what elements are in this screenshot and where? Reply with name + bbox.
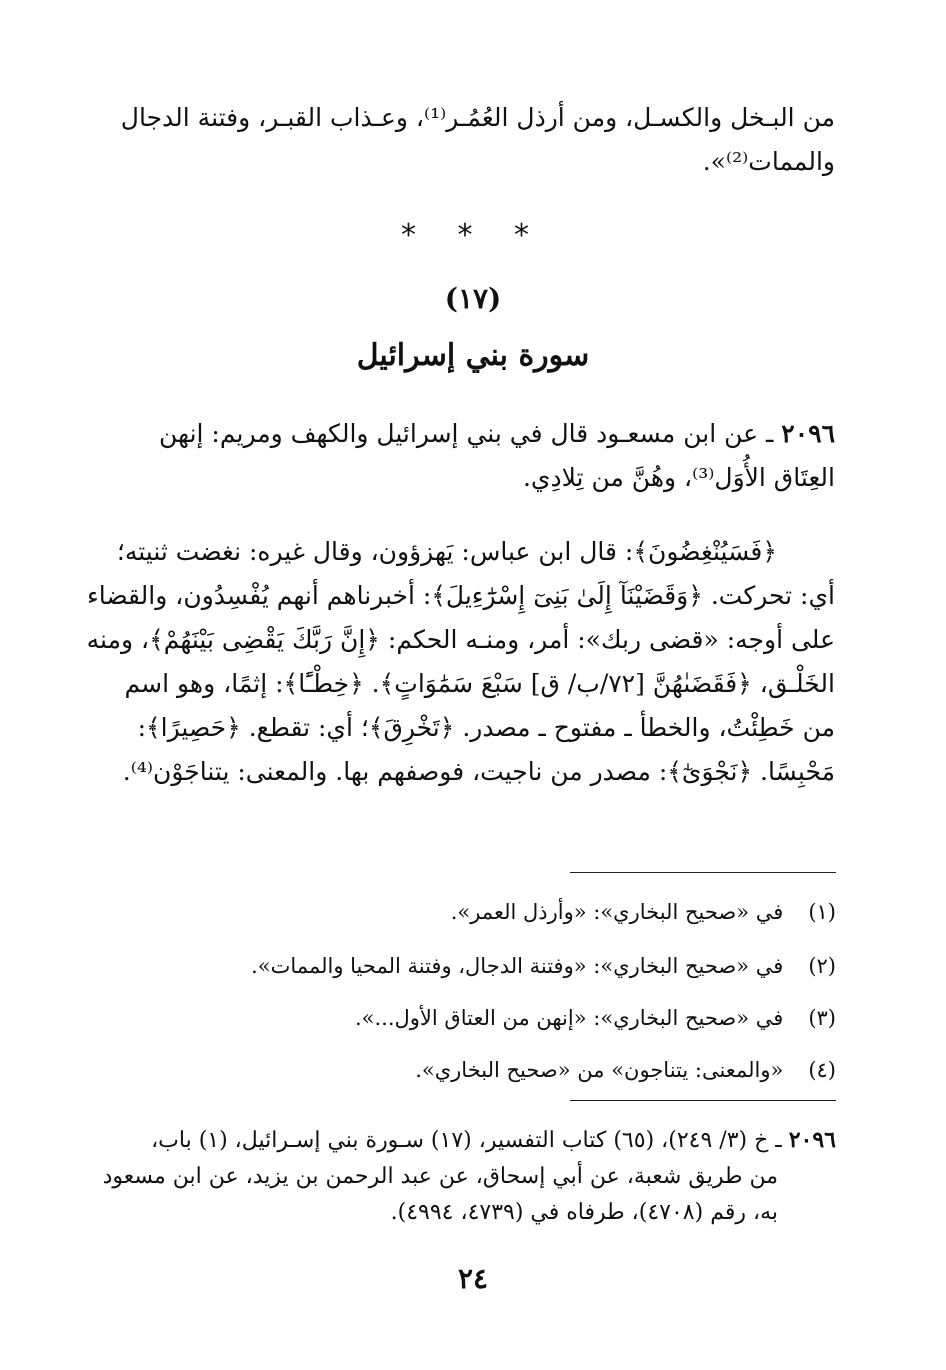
footnote-number: (١) <box>808 900 836 924</box>
chapter-title: سورة بني إسرائيل <box>356 338 590 373</box>
chapter-number: (١٧) <box>444 282 502 315</box>
takhrij-number: ٢٠٩٦ <box>788 1127 836 1153</box>
page-number: ٢٤ <box>457 1262 489 1295</box>
tafsir-line: ﴿فَسَيُنْغِضُونَ﴾: قال ابن عباس: يَهزؤون، وقال غيره: نغضت ثنيته؛ <box>116 537 777 566</box>
takhrij-divider <box>570 1100 836 1101</box>
footnote-text: في «صحيح البخاري»: «وفتنة الدجال، وفتنة المحيا والممات». <box>251 954 784 978</box>
takhrij-text: ـ خ (٣/ ٢٤٩)، (٦٥) كتاب التفسير، (١٧) سـورة بني إسـرائيل، (١) باب، <box>151 1128 782 1153</box>
footnote-divider <box>570 872 836 873</box>
footnote <box>136 1004 836 1032</box>
footnote-text: في «صحيح البخاري»: «وأرذل العمر». <box>450 900 784 924</box>
hadith-number: ٢٠٩٦ <box>781 419 835 448</box>
tafsir-paragraph <box>86 530 835 794</box>
paragraph-line: من البـخل والكسـل، ومن أرذل العُمُـر⁽¹⁾، وعـذاب القبـر، وفتنة الدجال <box>120 103 835 132</box>
tafsir-line: على أوجه: «قضى ربك»: أمر، ومنـه الحكم: ﴿إِنَّ رَبَّكَ يَقْضِى بَيْنَهُمْ﴾، ومنه <box>86 625 835 654</box>
footnote-number: (٢) <box>808 954 836 978</box>
footnote <box>136 1056 836 1084</box>
footnote-number: (٣) <box>808 1006 836 1030</box>
hadith-line: العِتَاق الأُوَل⁽³⁾، وهُنَّ من تِلادِي. <box>522 463 835 492</box>
tafsir-line: الخَلْـق، ﴿فَقَضَىٰهُنَّ [٧٢/ب/ ق] سَبْعَ سَمَٰوَاتٍ﴾. ﴿خِطْـًٔا﴾: إثمًا، وهو اسم <box>124 669 835 698</box>
hadith-line <box>110 412 835 456</box>
takhrij-line: به، رقم (٤٧٠٨)، طرفاه في (٤٧٣٩، ٤٩٩٤). <box>390 1200 778 1225</box>
footnote-number: (٤) <box>808 1058 836 1082</box>
footnote-text: «والمعنى: يتناجون» من «صحيح البخاري». <box>415 1058 784 1082</box>
footnote <box>136 952 836 980</box>
hadith-text: ـ عن ابن مسعـود قال في بني إسرائيل والكهف ومريم: إنهن <box>159 419 774 448</box>
tafsir-line: أي: تحركت. ﴿وَقَضَيْنَآ إِلَىٰ بَنِىٓ إِسْرَٰٓءِيلَ﴾: أخبرناهم أنهم يُفْسِدُون، والقضاء <box>86 581 835 610</box>
top-paragraph <box>110 96 835 184</box>
tafsir-line: من خَطِئْتُ، والخطأ ـ مفتوح ـ مصدر. ﴿تَخْرِقَ﴾؛ أي: تقطع. ﴿حَصِيرًا﴾: <box>137 713 835 742</box>
tafsir-line: مَحْبِسًا. ﴿نَجْوَىٰٓ﴾: مصدر من ناجيت، فوصفهم بها. والمعنى: يتناجَوْن⁽⁴⁾. <box>122 757 835 786</box>
paragraph-line: والممات⁽²⁾». <box>702 147 835 176</box>
section-separator: * * * <box>400 218 546 253</box>
takhrij-line: من طريق شعبة، عن أبي إسحاق، عن عبد الرحمن بن يزيد، عن ابن مسعود <box>102 1164 778 1189</box>
takhrij-paragraph <box>102 1122 836 1231</box>
takhrij-line <box>130 1122 836 1159</box>
footnote-text: في «صحيح البخاري»: «إنهن من العتاق الأول...». <box>354 1006 784 1030</box>
hadith-paragraph <box>110 412 835 500</box>
footnote <box>136 898 836 926</box>
